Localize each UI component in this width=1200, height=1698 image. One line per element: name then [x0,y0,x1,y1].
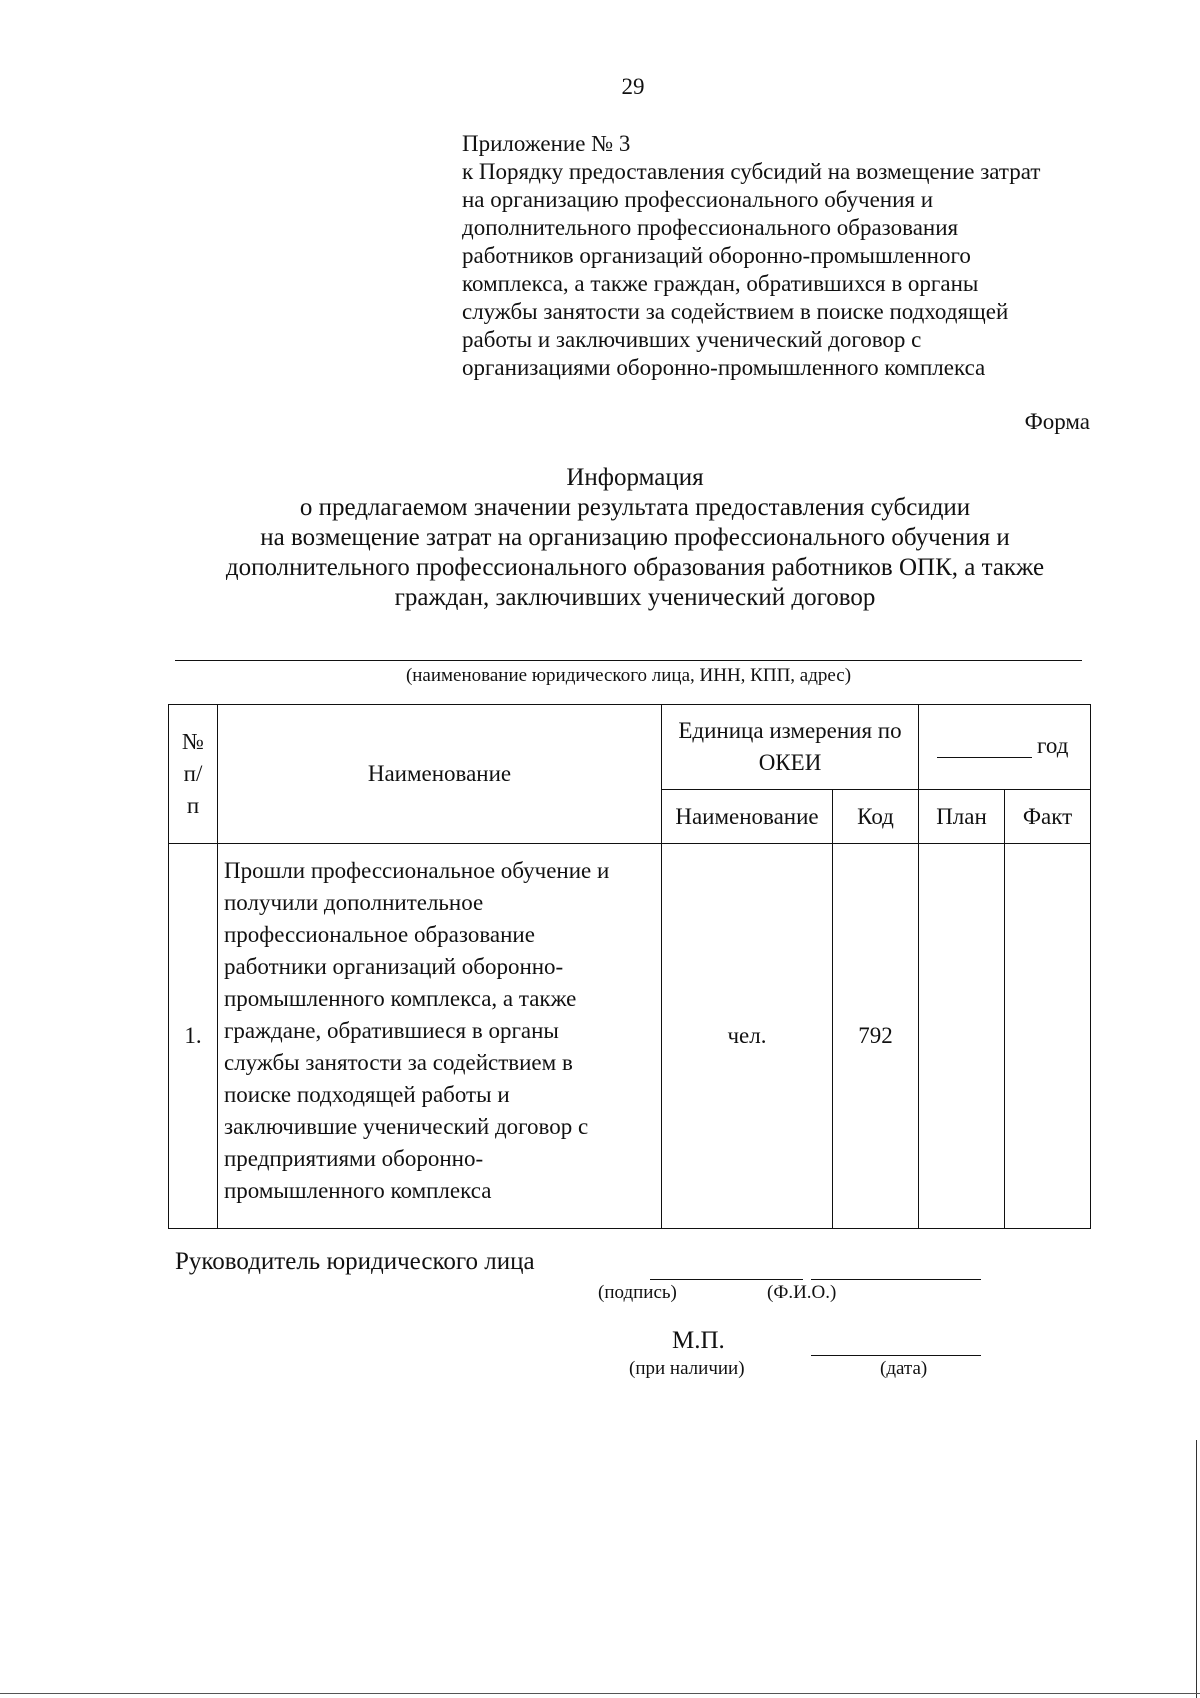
page-number: 29 [621,74,645,99]
row-name-line: промышленного комплекса, а также [224,986,577,1011]
appendix-line: на организацию профессионального обучения и [462,187,934,212]
appendix-line: Приложение № 3 [462,131,631,156]
table-header-row [169,705,1091,790]
row-name-line: профессиональное образование [224,922,535,947]
scan-bottom-line [0,1693,1200,1694]
row-name-line: работники организаций оборонно- [224,954,564,979]
row-plan-value [919,844,1005,1229]
header-year-label: год [1037,733,1069,758]
row-name-line: граждане, обратившиеся в органы [224,1018,559,1043]
appendix-line: комплекса, а также граждан, обратившихся в органы [462,271,979,296]
document-title [150,463,1120,613]
row-fact-value [1005,844,1091,1229]
appendix-line: к Порядку предоставления субсидий на возмещение затрат [462,159,1041,184]
row-name-line: получили дополнительное [224,890,484,915]
row-unit-name: чел. [662,844,833,1229]
title-line: граждан, заключивших ученический договор [394,584,876,611]
fio-caption: (Ф.И.О.) [767,1282,837,1303]
header-year [919,705,1091,790]
appendix-reference [462,130,1162,382]
appendix-line: организациями оборонно-промышленного комплекса [462,355,986,380]
entity-name-caption: (наименование юридического лица, ИНН, КПП, адрес) [405,665,852,686]
signer-label: Руководитель юридического лица [175,1248,535,1275]
header-number-label: № п/п [182,729,204,818]
appendix-line: службы занятости за содействием в поиске подходящей [462,299,1009,324]
row-name-line: предприятиями оборонно- [224,1146,484,1171]
row-name-line: службы занятости за содействием в [224,1050,573,1075]
stamp-label: М.П. [672,1327,725,1354]
row-number: 1. [169,844,218,1229]
title-line: дополнительного профессионального образования работников ОПК, а также [225,554,1045,581]
header-unit-group-label: Единица измерения по ОКЕИ [678,718,902,775]
header-unit-name: Наименование [662,790,833,844]
title-heading: Информация [566,464,704,491]
title-line: на возмещение затрат на организацию профессионального обучения и [260,524,1010,551]
row-unit-code: 792 [833,844,919,1229]
row-name-line: Прошли профессиональное обучение и [224,858,610,883]
date-caption: (дата) [880,1358,928,1379]
header-unit-group [662,705,919,790]
entity-name-line [175,660,1082,661]
table-row [169,844,1091,1229]
result-table [168,704,1091,1229]
header-unit-code: Код [833,790,919,844]
scan-margin-line [1196,1440,1197,1698]
stamp-caption: (при наличии) [629,1358,745,1379]
title-line: о предлагаемом значении результата предоставления субсидии [299,494,971,521]
row-name [218,844,662,1229]
row-name-line: поиске подходящей работы и [224,1082,510,1107]
header-number [169,705,218,844]
row-name-line: заключившие ученический договор с [224,1114,589,1139]
signature-line [650,1279,803,1280]
form-label: Форма [1024,409,1090,434]
appendix-line: работников организаций оборонно-промышленного [462,243,971,268]
header-fact: Факт [1005,790,1091,844]
fio-line [811,1279,981,1280]
date-line [811,1355,981,1356]
header-plan: План [919,790,1005,844]
appendix-line: работы и заключивших ученический договор с [462,327,922,352]
row-name-line: промышленного комплекса [224,1178,492,1203]
header-name: Наименование [218,705,662,844]
year-blank-line [937,757,1032,758]
appendix-line: дополнительного профессионального образования [462,215,959,240]
signature-caption: (подпись) [598,1282,677,1303]
